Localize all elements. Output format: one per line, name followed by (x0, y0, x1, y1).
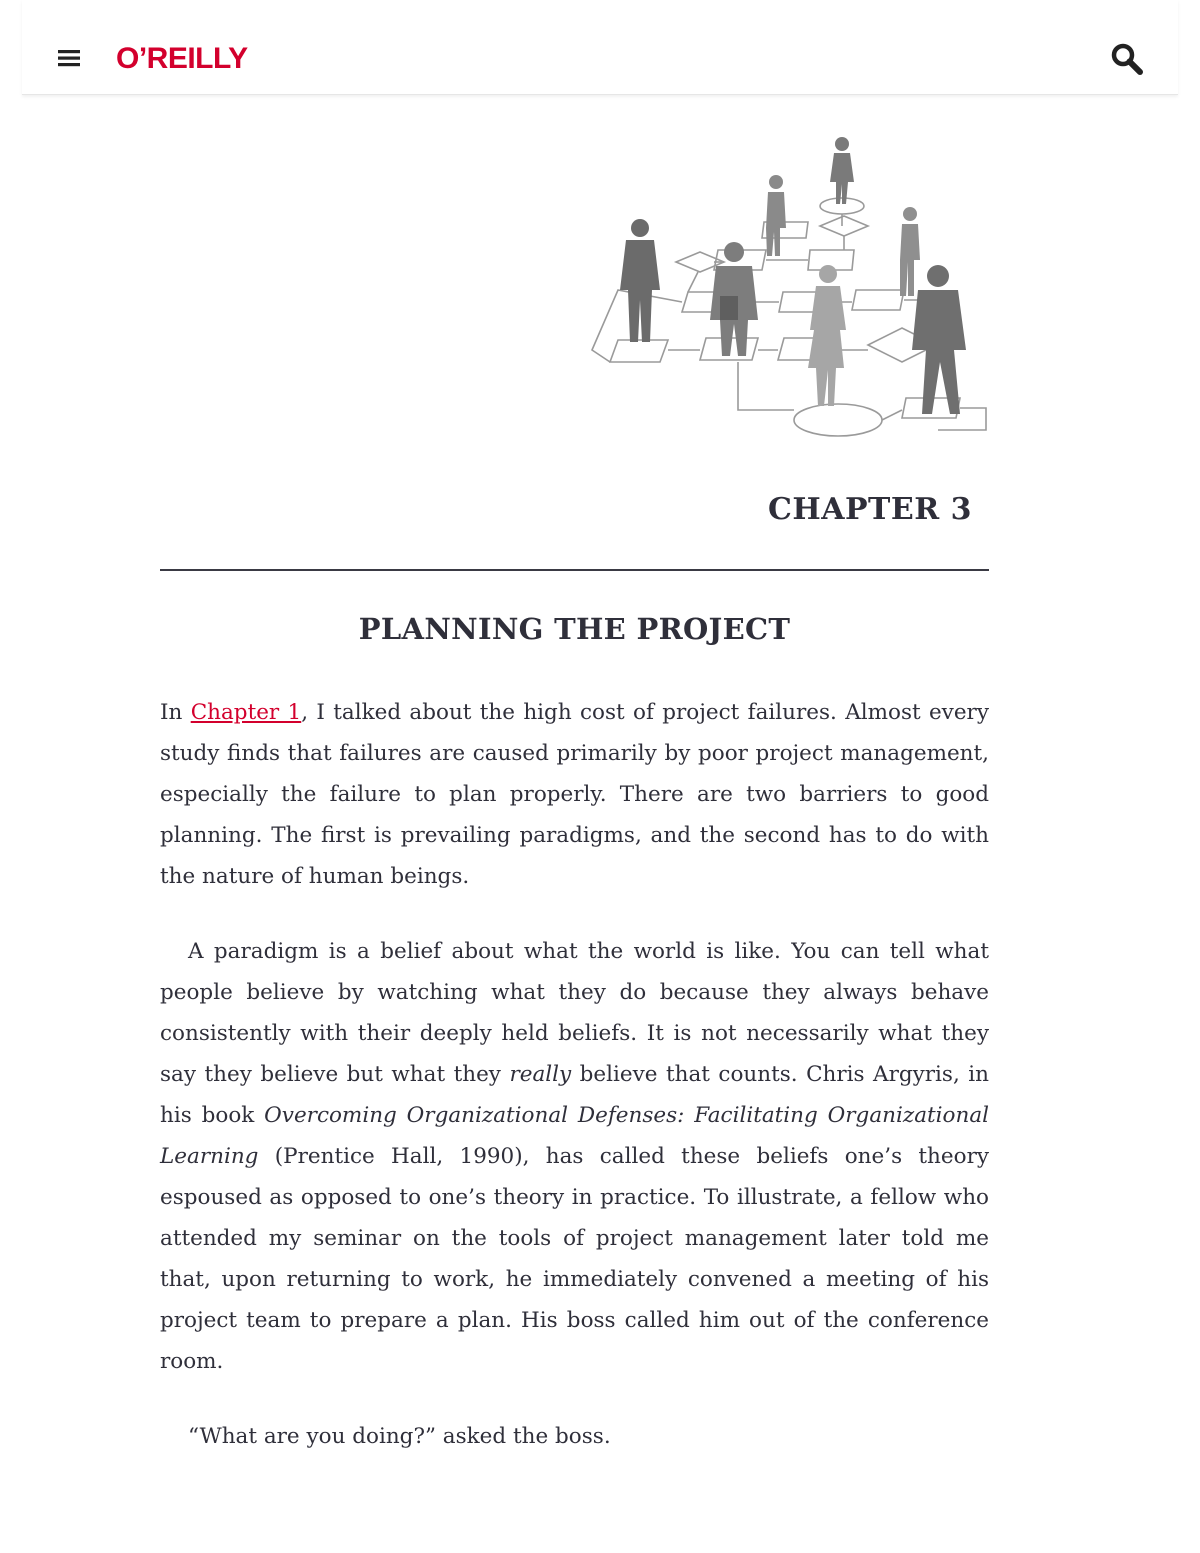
chapter-illustration-people-on-flowchart (588, 130, 992, 442)
paragraph-2 (160, 931, 989, 1382)
paragraph-1-text: , I talked about the high cost of project failures. Almost every study finds that failures are caused primarily by poor project management, especially the failure to plan properly. There are two barriers to good planning. The first is prevailing paradigms, and the second has to do with the nature of human beings. (160, 700, 989, 889)
chapter-title: PLANNING THE PROJECT (358, 612, 791, 646)
paragraph-2-emphasis: really (509, 1062, 572, 1087)
paragraph-2-text-a: A paradigm is a belief about what the world is like. You can tell what people believe by watching what they do because they always behave consistently with their deeply held beliefs. It is not necessarily what they say they believe but what they (160, 939, 989, 1087)
chapter-body (160, 692, 989, 1491)
search-icon[interactable] (1110, 42, 1144, 76)
paragraph-3: “What are you doing?” asked the boss. (188, 1424, 611, 1449)
paragraph-2-text-c: (Prentice Hall, 1990), has called these beliefs one’s theory espoused as opposed to one’s theory in practice. To illustrate, a fellow who attended my seminar on the tools of project management later told me that, upon returning to work, he immediately convened a meeting of his project team to prepare a plan. His boss called him out of the conference room. (160, 1144, 989, 1374)
book-title: Overcoming Organizational Defenses: Facilitating Organizational Learning (160, 1103, 990, 1169)
paragraph-1 (160, 692, 989, 897)
chapter-divider-rule (160, 569, 989, 571)
chapter-number-label: CHAPTER 3 (768, 492, 972, 527)
paragraph-2-text-b: believe that counts. Chris Argyris, in his book (160, 1062, 989, 1128)
paragraph-1-intro: In (160, 700, 191, 725)
hamburger-menu-icon[interactable] (56, 44, 84, 72)
top-navigation-bar (22, 0, 1178, 95)
chapter-1-link[interactable]: Chapter 1 (190, 700, 302, 725)
oreilly-logo[interactable]: O’REILLY (116, 42, 248, 75)
